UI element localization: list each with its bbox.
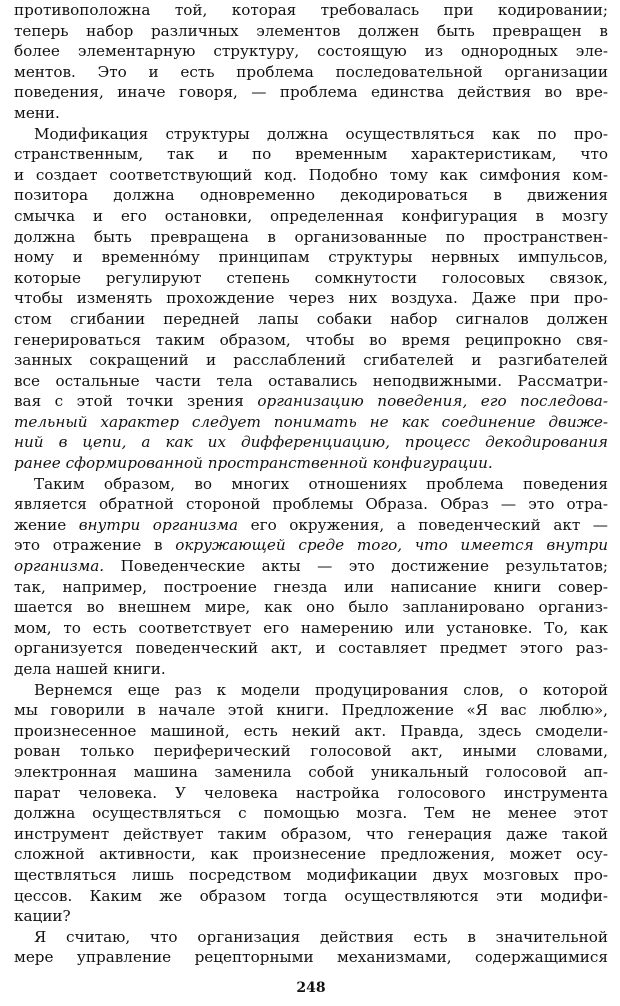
text-run: так, например, построение гнезда или написание книги совер- bbox=[14, 577, 608, 596]
text-run: жение bbox=[14, 515, 79, 534]
text-run: электронная машина заменила собой уникальный голосовой ап- bbox=[14, 762, 608, 781]
text-line bbox=[14, 494, 608, 515]
text-body bbox=[14, 0, 608, 968]
text-line bbox=[14, 21, 608, 42]
text-line bbox=[14, 288, 608, 309]
text-line bbox=[14, 638, 608, 659]
text-line bbox=[14, 432, 608, 453]
text-line bbox=[14, 906, 608, 927]
text-run: шается во внешнем мире, как оно было запланировано организ- bbox=[14, 598, 608, 617]
text-run: это отражение в bbox=[14, 536, 176, 555]
text-line bbox=[14, 947, 608, 968]
text-run: странственным, так и по временным характеристикам, что bbox=[14, 145, 608, 164]
book-page bbox=[14, 0, 608, 1006]
text-run: произнесенное машиной, есть некий акт. Правда, здесь смодели- bbox=[14, 721, 608, 740]
text-line bbox=[14, 700, 608, 721]
italic-text: тельный характер следует понимать не как соединение движе- bbox=[14, 412, 608, 431]
text-line bbox=[14, 680, 608, 701]
paragraph bbox=[14, 927, 608, 968]
text-run: поведения, иначе говоря, — проблема единства действия во вре- bbox=[14, 83, 608, 102]
text-run: рован только периферический голосовой акт, иными словами, bbox=[14, 742, 608, 761]
text-run: Таким образом, во многих отношениях проблема поведения bbox=[34, 474, 608, 493]
text-line bbox=[14, 577, 608, 598]
text-run: которые регулируют степень сомкнутости голосовых связок, bbox=[14, 268, 608, 287]
paragraph bbox=[14, 0, 608, 124]
text-run: чтобы изменять прохождение через них воздуха. Даже при про- bbox=[14, 289, 608, 308]
text-run: является обратной стороной проблемы Образа. Образ — это отра- bbox=[14, 495, 608, 514]
text-line bbox=[14, 618, 608, 639]
text-run: все остальные части тела оставались неподвижными. Рассматри- bbox=[14, 371, 608, 390]
text-line bbox=[14, 515, 608, 536]
text-run: дела нашей книги. bbox=[14, 660, 166, 678]
text-line bbox=[14, 185, 608, 206]
text-line bbox=[14, 597, 608, 618]
text-run: смычка и его остановки, определенная конфигурация в мозгу bbox=[14, 206, 608, 225]
text-run: сложной активности, как произнесение предложения, может осу- bbox=[14, 845, 608, 864]
text-run: Я считаю, что организация действия есть в значительной bbox=[34, 927, 608, 946]
text-line bbox=[14, 741, 608, 762]
text-run: ментов. Это и есть проблема последовательной организации bbox=[14, 62, 608, 81]
text-line bbox=[14, 227, 608, 248]
text-line bbox=[14, 391, 608, 412]
text-line bbox=[14, 206, 608, 227]
text-line bbox=[14, 844, 608, 865]
text-line bbox=[14, 453, 608, 474]
text-line bbox=[14, 371, 608, 392]
text-line bbox=[14, 62, 608, 83]
text-run: его окружения, а поведенческий акт — bbox=[238, 515, 608, 534]
paragraph bbox=[14, 474, 608, 680]
text-run: противоположна той, которая требовалась при кодировании; bbox=[14, 1, 608, 19]
text-run: мы говорили в начале этой книги. Предложение «Я вас люблю», bbox=[14, 701, 608, 720]
italic-text: ранее сформированной пространственной конфигурации. bbox=[14, 454, 493, 473]
text-line bbox=[14, 886, 608, 907]
text-run: парат человека. У человека настройка голосового инструмента bbox=[14, 783, 608, 802]
text-line bbox=[14, 927, 608, 948]
italic-text: организма. bbox=[14, 557, 105, 576]
italic-text: организацию поведения, его последова- bbox=[257, 392, 608, 411]
italic-text: внутри организма bbox=[78, 515, 239, 534]
text-run: и создает соответствующий код. Подобно тому как симфония ком- bbox=[14, 165, 608, 184]
text-run: мере управление рецепторными механизмами, содержащимися bbox=[14, 948, 608, 967]
text-line bbox=[14, 412, 608, 433]
text-run: более элементарную структуру, состоящую из однородных эле- bbox=[14, 42, 608, 61]
text-run: цессов. Каким же образом тогда осуществляются эти модифи- bbox=[14, 886, 608, 905]
text-line bbox=[14, 103, 608, 124]
text-line bbox=[14, 144, 608, 165]
text-run: генерироваться таким образом, чтобы во время реципрокно свя- bbox=[14, 330, 608, 349]
text-line bbox=[14, 721, 608, 742]
text-line bbox=[14, 474, 608, 495]
text-run: ществляться лишь посредством модификации двух мозговых про- bbox=[14, 865, 608, 884]
text-line bbox=[14, 535, 608, 556]
text-line bbox=[14, 865, 608, 886]
text-run: вая с этой точки зрения bbox=[14, 392, 258, 411]
text-line bbox=[14, 124, 608, 145]
text-run: должна быть превращена в организованные по пространствен- bbox=[14, 227, 608, 246]
text-line bbox=[14, 165, 608, 186]
text-run: стом сгибании передней лапы собаки набор сигналов должен bbox=[14, 309, 608, 328]
text-run: ному и временно́му принципам структуры нервных импульсов, bbox=[14, 248, 608, 267]
text-line bbox=[14, 82, 608, 103]
italic-text: окружающей среде того, что имеется внутри bbox=[175, 536, 608, 555]
text-line bbox=[14, 762, 608, 783]
text-line bbox=[14, 268, 608, 289]
text-run: должна осуществляться с помощью мозга. Тем не менее этот bbox=[14, 804, 608, 823]
text-run: организуется поведенческий акт, и составляет предмет этого раз- bbox=[14, 639, 608, 658]
text-run: инструмент действует таким образом, что генерация даже такой bbox=[14, 824, 608, 843]
text-run: Вернемся еще раз к модели продуцирования слов, о которой bbox=[34, 680, 608, 699]
text-line bbox=[14, 783, 608, 804]
text-run: кации? bbox=[14, 907, 71, 926]
page-number: 248 bbox=[296, 980, 326, 996]
text-line bbox=[14, 41, 608, 62]
text-line bbox=[14, 556, 608, 577]
text-run: Поведенческие акты — это достижение результатов; bbox=[104, 557, 608, 576]
text-run: Модификация структуры должна осуществляться как по про- bbox=[34, 124, 608, 143]
paragraph bbox=[14, 124, 608, 474]
text-line bbox=[14, 824, 608, 845]
paragraph bbox=[14, 680, 608, 927]
text-line bbox=[14, 803, 608, 824]
text-run: мом, то есть соответствует его намерению или установке. То, как bbox=[14, 618, 608, 637]
text-line bbox=[14, 247, 608, 268]
italic-text: ний в цепи, а как их дифференциацию, процесс декодирования bbox=[14, 433, 608, 452]
text-line bbox=[14, 0, 608, 21]
text-line bbox=[14, 350, 608, 371]
text-run: теперь набор различных элементов должен быть превращен в bbox=[14, 21, 608, 40]
text-run: позитора должна одновременно декодироваться в движения bbox=[14, 186, 608, 205]
text-line bbox=[14, 330, 608, 351]
text-line bbox=[14, 659, 608, 680]
text-line bbox=[14, 309, 608, 330]
text-run: мени. bbox=[14, 103, 60, 122]
text-run: занных сокращений и расслаблений сгибателей и разгибателей bbox=[14, 351, 608, 370]
